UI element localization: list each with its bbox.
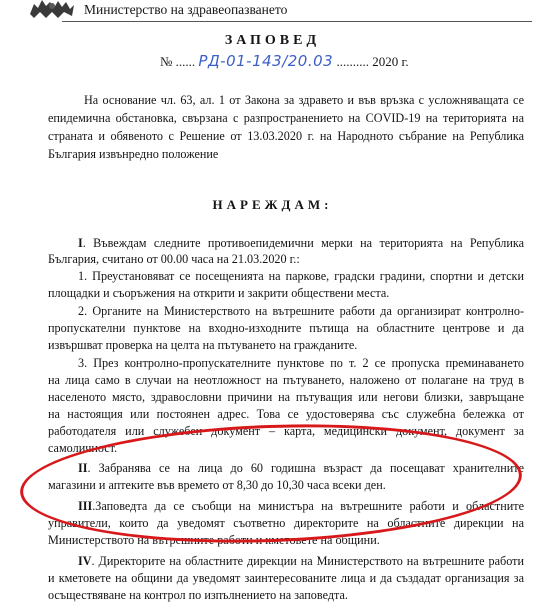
section-3-text: .Заповедта да се съобщи на министъра на вътрешните работи и областните — [92, 499, 524, 513]
point-3-line-5: работодателя или служебен документ – карта, медицински документ, документ за — [48, 424, 524, 438]
preamble-line-2: епидемична обстановка, свързана с разпространението на COVID-19 на територията на — [48, 111, 524, 125]
point-1-line-2: площадки и съоръжения на открити и закрити обществени места. — [48, 286, 390, 300]
point-2-line-3: извършват проверка на целта на пътуването на гражданите. — [48, 338, 358, 352]
point-2-line-2: пропускателни пунктове на входно-изходните пътища на областните центрове и да — [48, 321, 524, 335]
section-2-line-1 — [78, 460, 524, 477]
section-2-line-2: магазини и аптеките във времето от 8,30 до 10,30 часа всеки ден. — [48, 478, 386, 492]
section-4-number: IV — [78, 554, 92, 568]
ministry-name: Министерство на здравеопазването — [84, 2, 288, 17]
point-1-line-1: 1. Преустановяват се посещенията на паркове, градски градини, спортни и детски — [78, 269, 524, 283]
order-number-prefix: № — [160, 54, 173, 69]
section-4-text: . Директорите на областните дирекции на Министерството на вътрешните работи — [91, 554, 524, 568]
section-4-line-1 — [78, 553, 524, 570]
section-4-line-3: осъществяване на контрол по изпълнението на заповедта. — [48, 588, 348, 602]
section-3-line-3: Министерството на вътрешните работи и кметовете на общини. — [48, 533, 380, 547]
point-2-line-1: 2. Органите на Министерството на вътрешните работи да организират контролно- — [78, 304, 524, 318]
order-title: ЗАПОВЕД — [224, 33, 321, 48]
section-3-line-1 — [78, 498, 524, 515]
order-number-handwritten: РД-01-143/20.03 — [198, 52, 334, 70]
section-2-text: . Забранява се на лица до 60 годишна възраст да посещават хранителните — [87, 461, 524, 475]
point-3-line-3: населеното място, здравословни причини на пътуващия или негови близки, завръщане — [48, 390, 524, 404]
section-2-number: II — [78, 461, 88, 475]
section-3-number: III — [78, 499, 93, 513]
order-number-date: 2020 г. — [372, 54, 409, 69]
section-1-text: . Въвеждам следните противоепидемични мерки на територията на Република — [82, 236, 524, 250]
section-4-line-2: и кметовете на общини да уведомят заинтересованите лица и да създадат организация за — [48, 571, 524, 585]
point-3-line-4: на настоящия или постоянен адрес. Това се удостоверява със служебна бележка от — [48, 407, 524, 421]
section-1-number: I — [78, 236, 83, 250]
section-1-line-2: България, считано от 00.00 часа на 21.03.2020 г.: — [48, 252, 300, 266]
section-3-line-2: управители, които да уведомят съответно директорите на областните дирекции на — [48, 516, 524, 530]
section-heading: НАРЕЖДАМ: — [212, 197, 333, 212]
point-3-line-2: на лица само в случаи на неотложност на пътуването, наложено от полагане на труд в — [48, 373, 524, 387]
coat-of-arms-icon — [28, 0, 76, 20]
preamble-line-1: На основание чл. 63, ал. 1 от Закона за здравето и във връзка с усложняващата се — [84, 93, 524, 107]
point-3-line-6: самоличност. — [48, 441, 118, 455]
section-1-line-1 — [78, 235, 524, 252]
order-number-line: № ...... РД-01-143/20.03 .......... 2020 г. — [160, 52, 409, 70]
header-divider — [62, 21, 532, 22]
preamble-line-4: България извънредно положение — [48, 147, 219, 161]
point-3-line-1: 3. През контролно-пропускателните пунктове по т. 2 се пропуска преминаването — [78, 356, 524, 370]
preamble-line-3: страната и обявеното с Решение от 13.03.2020 г. на Народното събрание на Република — [48, 129, 524, 143]
